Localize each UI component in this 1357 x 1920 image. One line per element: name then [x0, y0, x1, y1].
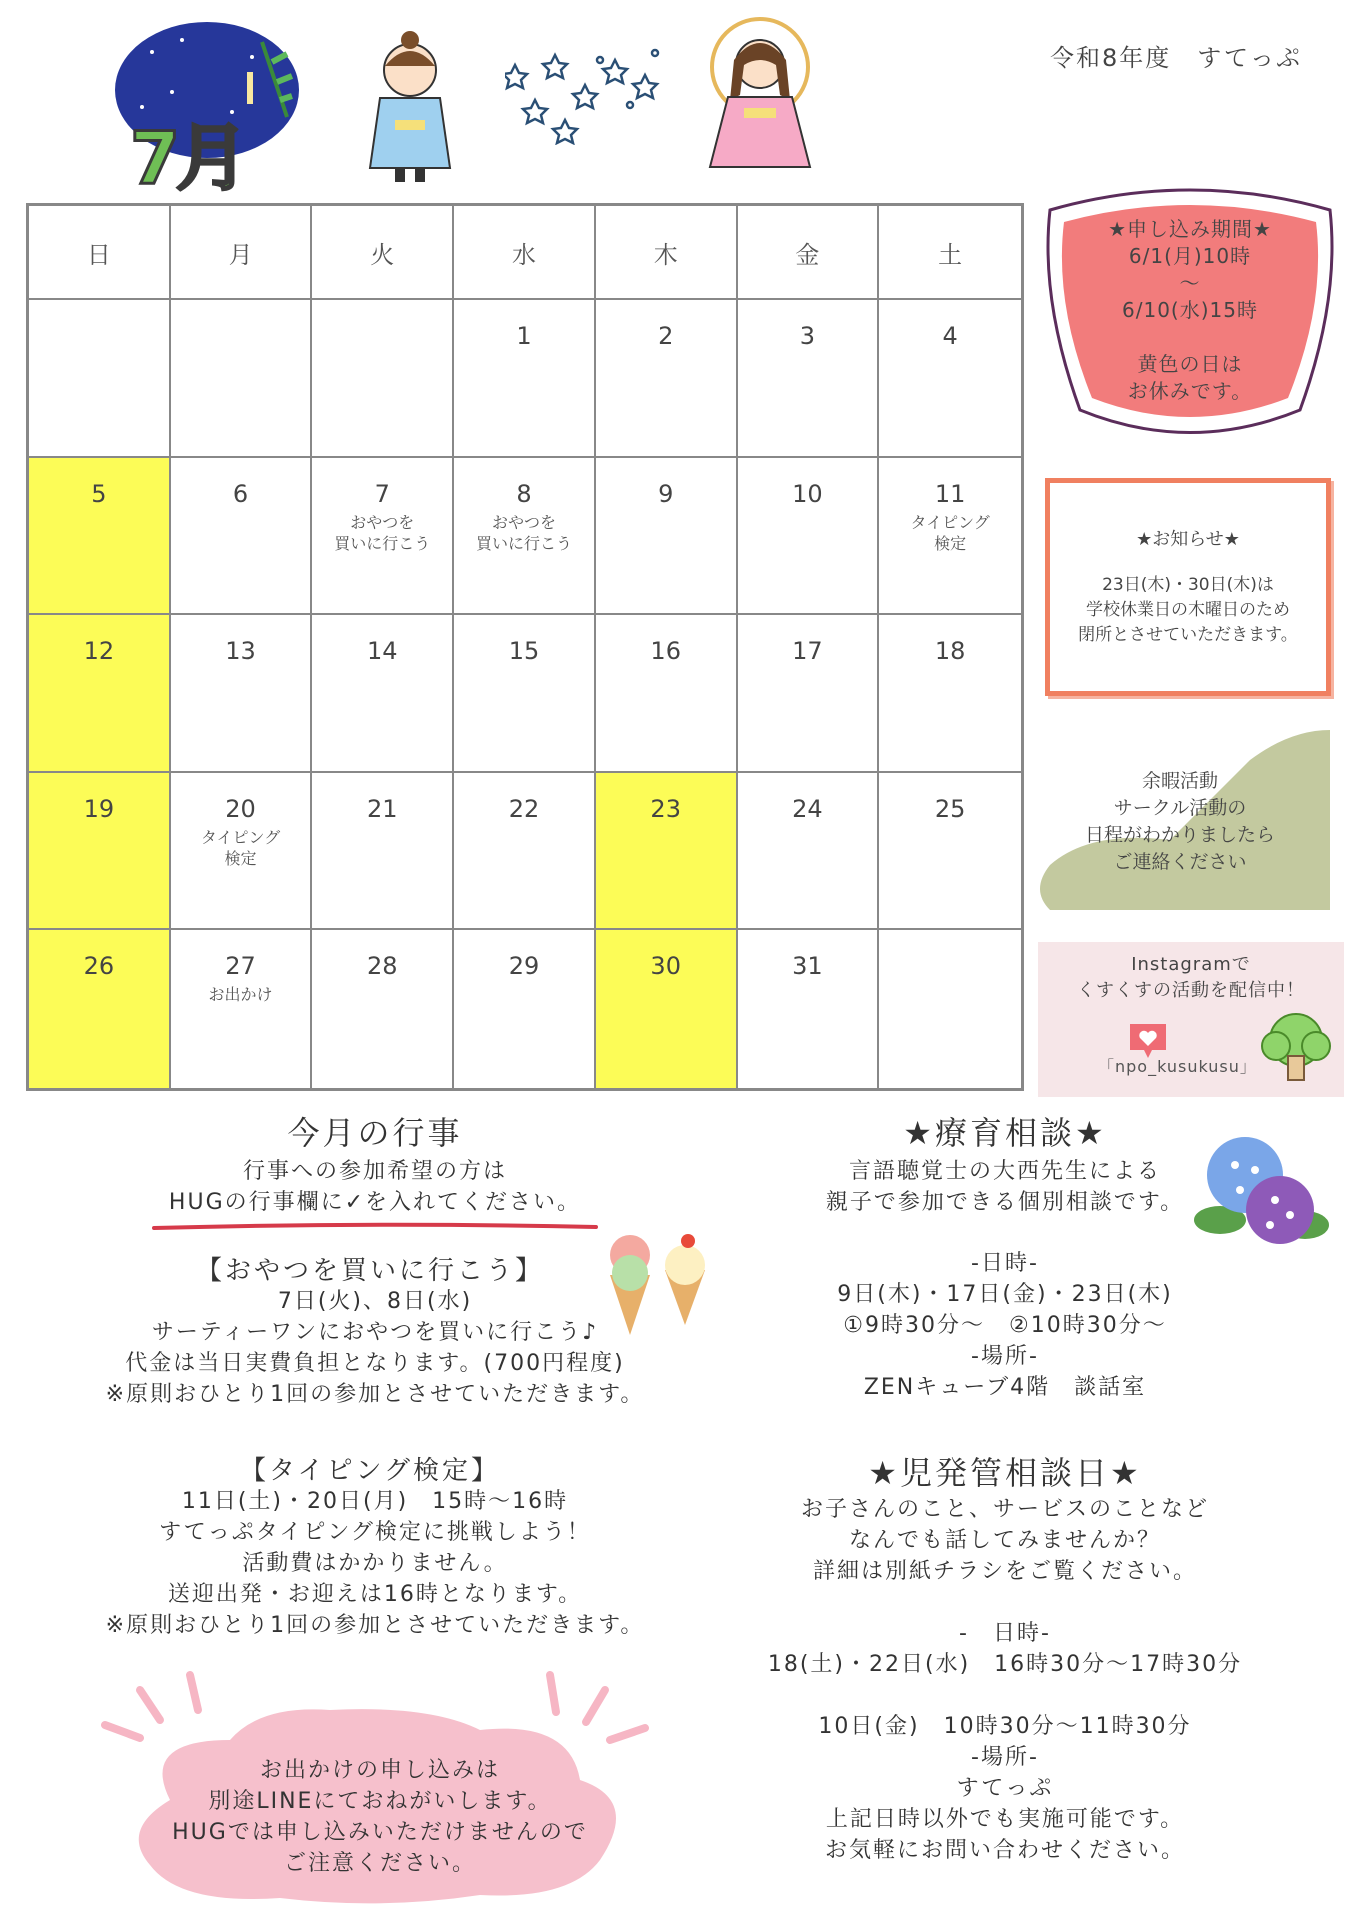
calendar-day-cell	[312, 773, 454, 931]
calendar-day-cell	[454, 300, 596, 458]
day-number: 17	[792, 637, 823, 666]
calendar-day-cell	[738, 458, 880, 616]
calendar-day-cell	[879, 930, 1021, 1088]
org-year-label: 令和8年度 すてっぷ	[1050, 44, 1302, 72]
calendar-day-cell	[879, 300, 1021, 458]
notice-body: 23日(木)・30日(木)は 学校休業日の木曜日のため 閉所とさせていただきます。	[1078, 575, 1298, 645]
consult-intro: お子さんのこと、サービスのことなど なんでも話してみませんか？ 詳細は別紙チラシをご覧ください。	[800, 1497, 1209, 1584]
day-number: 13	[225, 637, 256, 666]
weekday-header: 水	[454, 206, 596, 300]
stars-decoration	[505, 45, 675, 145]
calendar-day-cell	[312, 615, 454, 773]
day-number: 18	[934, 637, 966, 666]
instagram-text: Instagramで くすくすの活動を配信中！	[1077, 954, 1305, 1001]
snack-title: 【おやつを買いに行こう】	[195, 1256, 544, 1286]
outing-note-cloud	[100, 1670, 660, 1910]
weekday-header: 火	[312, 206, 454, 300]
day-event-note: タイピング 検定	[910, 512, 990, 553]
day-number: 29	[508, 952, 540, 981]
tree-mascot-icon	[1256, 1008, 1336, 1088]
day-number: 4	[942, 322, 958, 350]
day-number: 1	[516, 322, 532, 350]
consult-title: ★児発管相談日★	[868, 1454, 1142, 1492]
therapy-details: -日時- 9日(木)・17日(金)・23日(木) ①9時30分～ ②10時30分～ -場所- ZENキューブ4階 談話室	[837, 1251, 1173, 1400]
calendar-day-cell	[738, 615, 880, 773]
circle-activity-panel	[1030, 730, 1330, 910]
calendar-day-cell	[171, 930, 313, 1088]
day-number: 6	[232, 479, 249, 508]
calendar-day-cell	[312, 458, 454, 616]
day-number: 10	[792, 479, 823, 508]
day-number: 19	[83, 794, 115, 823]
day-number: 26	[83, 952, 115, 981]
application-period-text	[1040, 216, 1340, 405]
typing-body: 11日(土)・20日(月) 15時～16時 すてっぷタイピング検定に挑戦しよう！ 活動費はかかりません。 送迎出発・お迎えは16時となります。 ※原則おひとり1回の参加とさせていただきます。	[105, 1489, 645, 1638]
weekday-header: 月	[171, 206, 313, 300]
day-number: 22	[508, 794, 540, 823]
calendar-day-cell	[29, 615, 171, 773]
outing-note-text: お出かけの申し込みは 別途LINEにておねがいします。 HUGでは申し込みいただけませんので ご注意ください。	[172, 1758, 588, 1876]
ice-cream-icon	[600, 1225, 720, 1345]
day-number: 11	[934, 479, 966, 508]
notice-title: ★お知らせ★	[1136, 529, 1240, 550]
calendar-day-cell	[879, 615, 1021, 773]
calendar-day-cell	[29, 930, 171, 1088]
day-number: 21	[367, 794, 398, 823]
day-number: 31	[792, 952, 823, 981]
calendar-day-cell	[879, 458, 1021, 616]
calendar-day-cell	[312, 930, 454, 1088]
calendar-day-cell	[879, 773, 1021, 931]
day-number: 30	[650, 952, 681, 981]
therapy-intro: 言語聴覚士の大西先生による 親子で参加できる個別相談です。	[825, 1159, 1185, 1215]
weekday-header: 日	[29, 206, 171, 300]
application-line: お休みです。	[1127, 379, 1253, 403]
day-event-note: タイピング 検定	[200, 827, 281, 868]
instagram-handle: 「npo_kusukusu」	[1098, 1057, 1257, 1076]
calendar-day-cell	[171, 773, 313, 931]
application-line: 6/10(水)15時	[1122, 298, 1258, 322]
application-line: ★申し込み期間★	[1108, 217, 1272, 241]
day-number: 12	[83, 637, 115, 666]
hikoboshi-illustration	[365, 28, 455, 188]
calendar-day-cell	[738, 773, 880, 931]
day-event-note: おやつを 買いに行こう	[334, 512, 431, 553]
day-number: 20	[225, 794, 256, 823]
calendar-day-cell	[596, 300, 738, 458]
day-number: 2	[658, 322, 674, 350]
application-line: ～	[1179, 271, 1201, 295]
application-line	[1040, 324, 1340, 351]
day-number: 5	[91, 479, 107, 508]
day-event-note: お出かけ	[208, 985, 273, 1005]
day-number: 23	[650, 794, 681, 823]
day-number: 8	[516, 479, 532, 508]
circle-activity-text: 余暇活動 サークル活動の 日程がわかりましたら ご連絡ください	[1084, 770, 1275, 873]
calendar-day-cell	[29, 458, 171, 616]
calendar-grid	[26, 203, 1024, 1091]
typing-title: 【タイピング検定】	[240, 1456, 500, 1486]
events-intro: 行事への参加希望の方は HUGの行事欄に✓を入れてください。	[168, 1159, 582, 1215]
calendar-day-cell	[454, 458, 596, 616]
calendar-day-cell	[738, 930, 880, 1088]
therapy-title: ★療育相談★	[903, 1114, 1107, 1152]
weekday-header: 木	[596, 206, 738, 300]
calendar-day-cell	[454, 773, 596, 931]
calendar-day-cell	[454, 930, 596, 1088]
calendar-day-cell	[738, 300, 880, 458]
events-title: 今月の行事	[287, 1114, 463, 1152]
day-number: 3	[799, 322, 816, 350]
day-number: 16	[650, 637, 681, 666]
calendar-day-cell	[596, 930, 738, 1088]
calendar-day-cell	[596, 458, 738, 616]
day-number: 27	[225, 952, 256, 981]
calendar-day-cell	[29, 300, 171, 458]
red-underline-decoration	[152, 1220, 598, 1234]
application-period-panel	[1040, 180, 1340, 442]
orihime-illustration	[700, 12, 820, 172]
day-number: 14	[367, 637, 398, 666]
day-event-note: おやつを 買いに行こう	[475, 512, 572, 553]
calendar-day-cell	[312, 300, 454, 458]
notice-panel	[1045, 478, 1331, 696]
day-number: 25	[934, 794, 966, 823]
snack-body: 7日(火)、8日(水) サーティーワンにおやつを買いに行こう♪ 代金は当日実費負担となります。(700円程度) ※原則おひとり1回の参加とさせていただきます。	[105, 1289, 645, 1407]
instagram-panel	[1038, 942, 1344, 1097]
calendar-day-cell	[596, 615, 738, 773]
hydrangea-icon	[1190, 1130, 1330, 1260]
weekday-header: 土	[879, 206, 1021, 300]
month-badge	[112, 12, 302, 202]
calendar-day-cell	[29, 773, 171, 931]
calendar-day-cell	[596, 773, 738, 931]
calendar-day-cell	[171, 300, 313, 458]
day-number: 24	[792, 794, 823, 823]
day-number: 9	[658, 479, 674, 508]
application-line: 黄色の日は	[1137, 352, 1243, 376]
month-label: 7月	[130, 116, 245, 200]
calendar-day-cell	[171, 458, 313, 616]
day-number: 15	[508, 637, 540, 666]
calendar-day-cell	[454, 615, 596, 773]
weekday-header: 金	[738, 206, 880, 300]
application-line: 6/1(月)10時	[1128, 244, 1252, 268]
day-number: 28	[367, 952, 398, 981]
consult-details: - 日時- 18(土)・22日(水) 16時30分～17時30分 10日(金) 10時30分～11時30分 -場所- すてっぷ 上記日時以外でも実施可能です。 お気軽にお問い合わせください。	[767, 1621, 1243, 1863]
calendar-day-cell	[171, 615, 313, 773]
day-number: 7	[374, 479, 390, 508]
